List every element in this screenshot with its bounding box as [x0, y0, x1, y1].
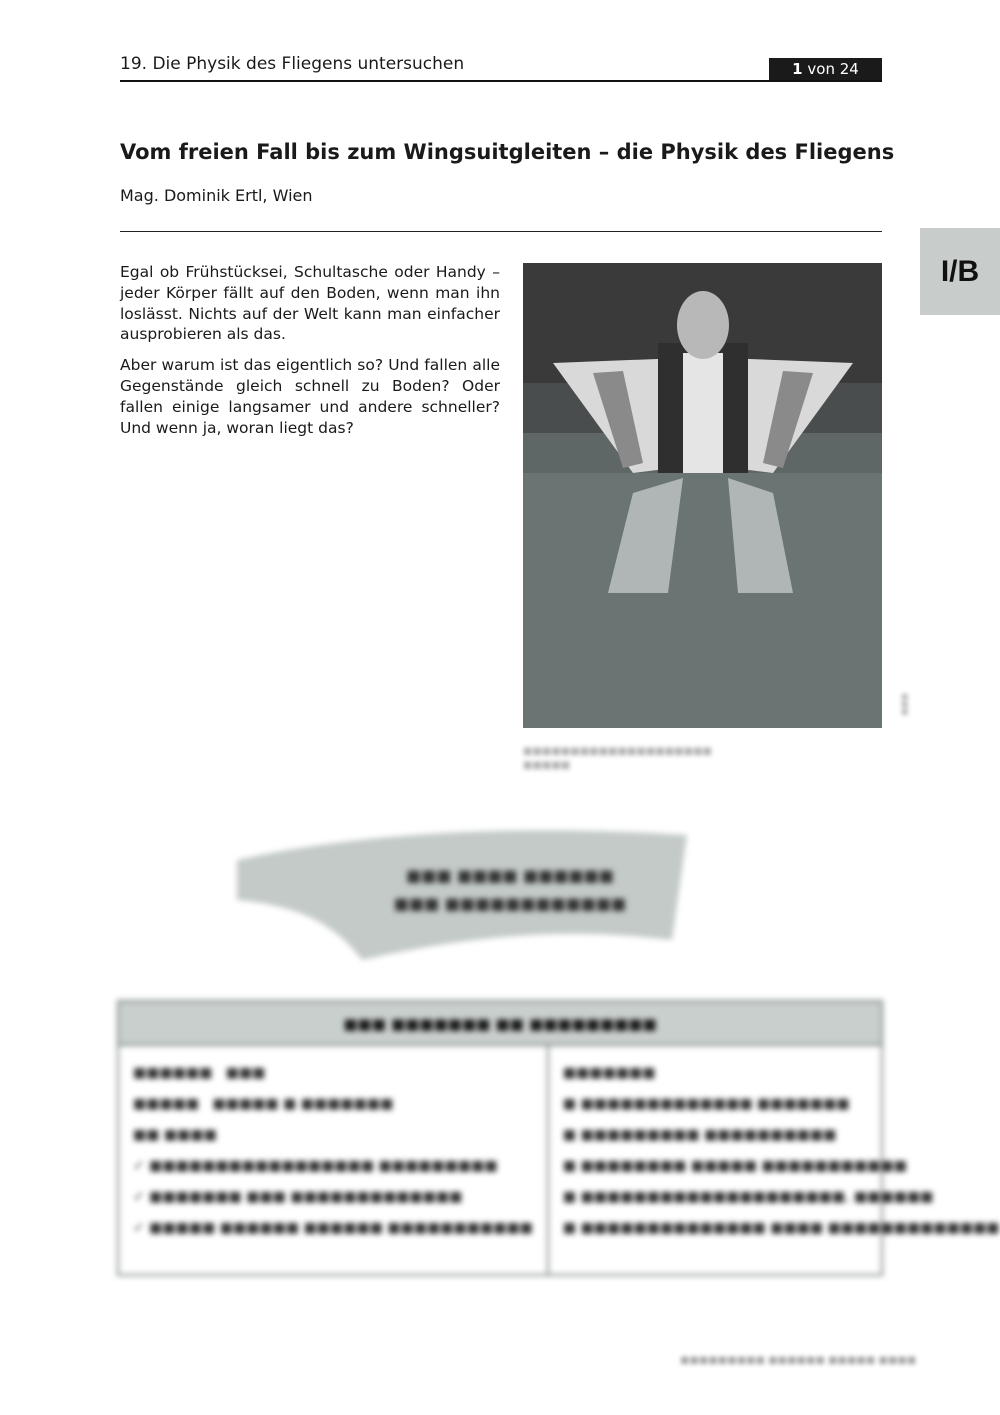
wingsuit-photo [523, 263, 882, 728]
page-current: 1 [792, 60, 803, 78]
header-divider [120, 80, 882, 82]
overview-table-header: ■■■ ■■■■■■■ ■■ ■■■■■■■■■ [117, 1000, 883, 1046]
page-total: von 24 [807, 60, 859, 78]
title-divider [120, 231, 882, 232]
photo-credit-blurred: ■■■ [899, 693, 909, 716]
footer-blurred: ■■■■■■■■■ ■■■■■■ ■■■■■ ■■■■ [680, 1355, 917, 1366]
overview-left-column: ■■■■■■ ■■■ ■■■■■ ■■■■■ ■ ■■■■■■■ ■■ ■■■■ ✓ ■■■■■■■■■■■■■■■■■ ■■■■■■■■■ ✓ ■■■■■■■ ■■■ ■■■■■■■■■■■■■ ✓ ■■■■■ ■■■■■■ ■■■■■■ ■■■■■■■■■■■ [133, 1065, 533, 1236]
photo-caption-blurred: ■■■■■■■■■■■■■■■■■■■■ ■■■■■ [523, 746, 712, 771]
overview-right-column: ■■■■■■■ ■ ■■■■■■■■■■■■■ ■■■■■■■ ■ ■■■■■■■■■ ■■■■■■■■■■ ■ ■■■■■■■■ ■■■■■ ■■■■■■■■■■■ ■ ■■■■■■■■■■■■■■■■■■■■, ■■■■■■ ■ ■■■■■■■■■■■■■■ ■■■■ ■■■■■■■■■■■■■ [547, 1046, 1000, 1274]
video-banner-text-blurred: ■■■ ■■■■ ■■■■■■ ■■■ ■■■■■■■■■■■■ [393, 866, 627, 913]
overview-table-body [117, 1044, 1000, 1276]
running-header-title: 19. Die Physik des Fliegens untersuchen [120, 54, 465, 74]
wingsuit-photo-drawing [523, 263, 882, 728]
intro-paragraph-2: Aber warum ist das eigentlich so? Und fallen alle Gegenstände gleich schnell zu Boden? Oder fallen einige langsamer und andere schneller? Und wenn ja, woran liegt das? [120, 356, 500, 437]
page-number-badge [769, 58, 882, 80]
overview-table-blurred [117, 1000, 1000, 1276]
document-title: Vom freien Fall bis zum Wingsuitgleiten – die Physik des Fliegens [120, 140, 895, 164]
intro-paragraph-1: Egal ob Frühstücksei, Schultasche oder Handy – jeder Körper fällt auf den Boden, wenn man ihn loslässt. Nichts auf der Welt kann man einfacher ausprobieren als das. [120, 263, 500, 344]
intro-text [120, 262, 500, 448]
section-tab: I/B [920, 228, 1000, 315]
author-line: Mag. Dominik Ertl, Wien [120, 186, 313, 205]
